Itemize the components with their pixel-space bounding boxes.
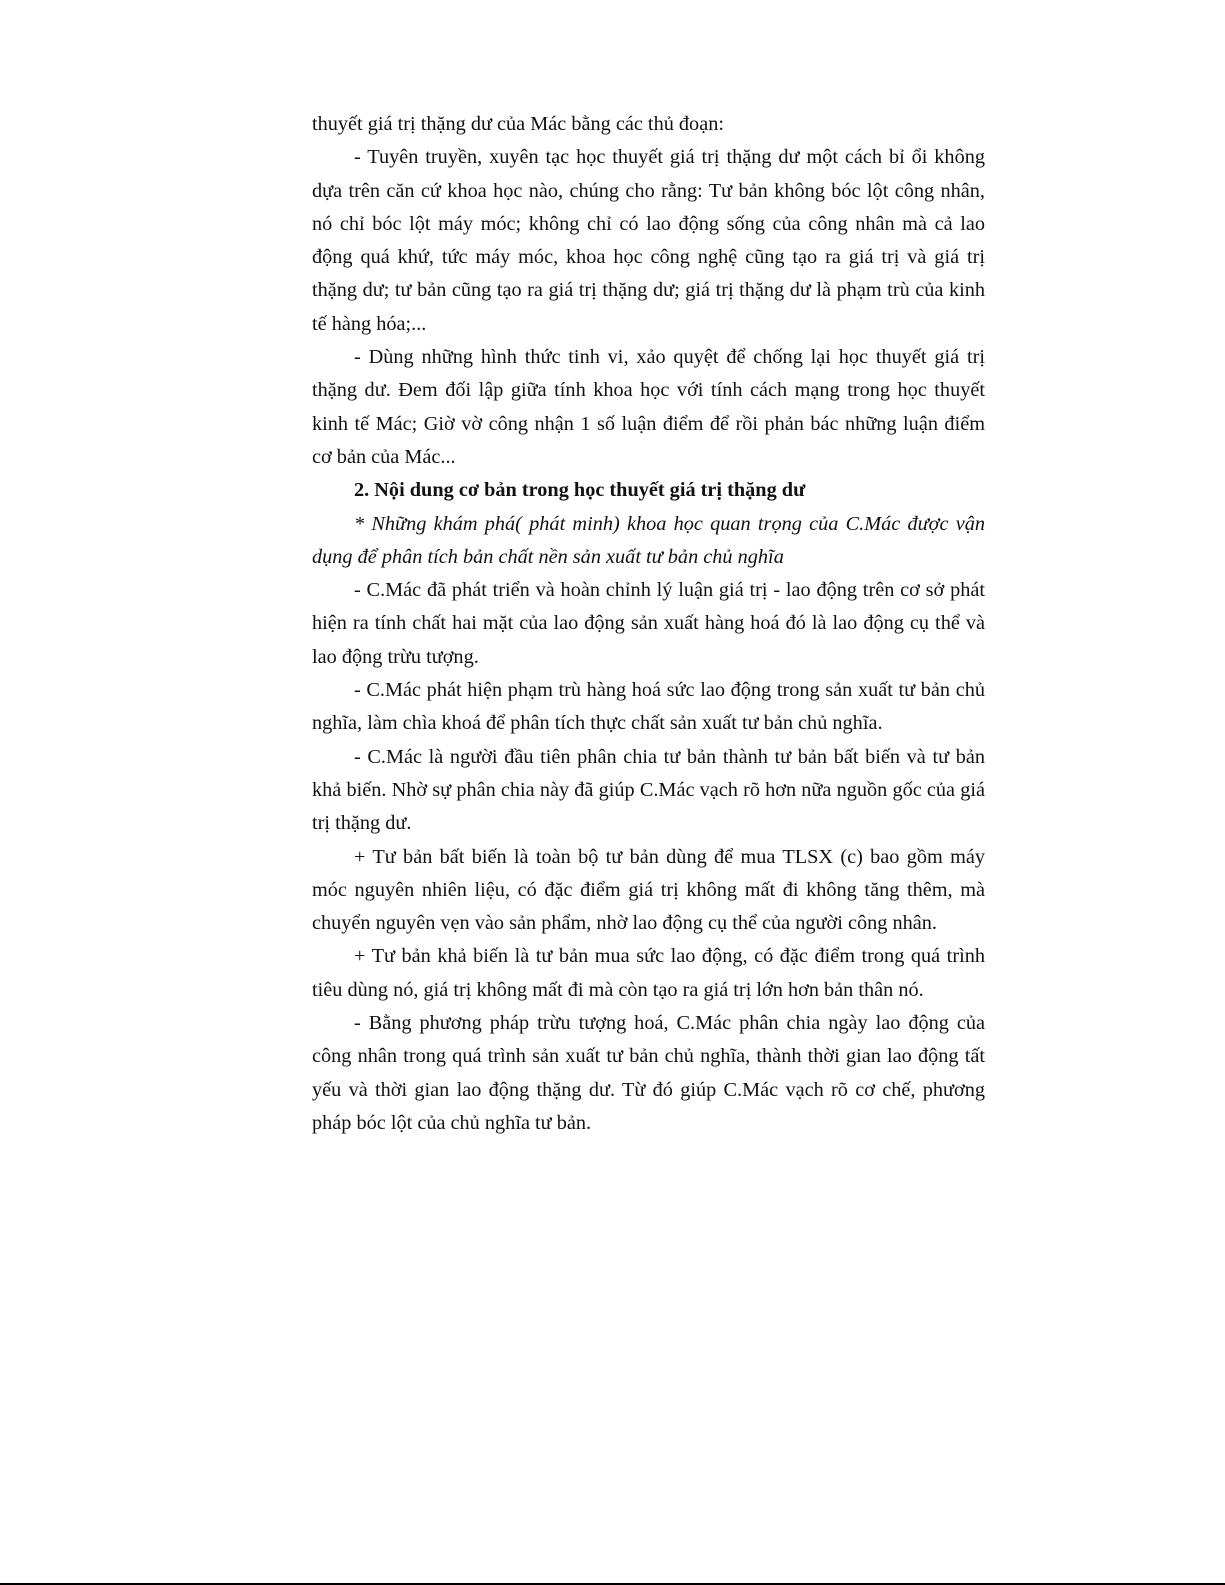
document-page [312, 108, 985, 1140]
paragraph-intro: thuyết giá trị thặng dư của Mác bằng các thủ đoạn: [312, 113, 724, 135]
subheading-discoveries: * Những khám phá( phát minh) khoa học quan trọng của C.Mác được vận dụng để phân tích bản chất nền sản xuất tư bản chủ nghĩa [312, 512, 985, 568]
paragraph-abstraction-method: - Bằng phương pháp trừu tượng hoá, C.Mác phân chia ngày lao động của công nhân trong quá trình sản xuất tư bản chủ nghĩa, thành thời gian lao động tất yếu và thời gian lao động thặng dư. Từ đó giúp C.Mác vạch rõ cơ chế, phương pháp bóc lột của chủ nghĩa tư bản. [312, 1012, 985, 1134]
paragraph-value-labor-theory: - C.Mác đã phát triển và hoàn chỉnh lý luận giá trị - lao động trên cơ sở phát hiện ra tính chất hai mặt của lao động sản xuất hàng hoá đó là lao động cụ thể và lao động trừu tượng. [312, 579, 985, 668]
paragraph-propaganda: - Tuyên truyền, xuyên tạc học thuyết giá trị thặng dư một cách bỉ ổi không dựa trên căn cứ khoa học nào, chúng cho rằng: Tư bản không bóc lột công nhân, nó chỉ bóc lột máy móc; không chỉ có lao động sống của công nhân mà cả lao động quá khứ, tức máy móc, khoa học công nghệ cũng tạo ra giá trị và giá trị thặng dư; tư bản cũng tạo ra giá trị thặng dư; giá trị thặng dư là phạm trù của kinh tế hàng hóa;... [312, 146, 985, 335]
paragraph-variable-capital: + Tư bản khả biến là tư bản mua sức lao động, có đặc điểm trong quá trình tiêu dùng nó, giá trị không mất đi mà còn tạo ra giá trị lớn hơn bản thân nó. [312, 945, 985, 1001]
section-heading: 2. Nội dung cơ bản trong học thuyết giá trị thặng dư [354, 479, 806, 502]
paragraph-labor-power-commodity: - C.Mác phát hiện phạm trù hàng hoá sức lao động trong sản xuất tư bản chủ nghĩa, làm chìa khoá để phân tích thực chất sản xuất tư bản chủ nghĩa. [312, 679, 985, 735]
paragraph-sophisticated-methods: - Dùng những hình thức tinh vi, xảo quyệt để chống lại học thuyết giá trị thặng dư. Đem đối lập giữa tính khoa học với tính cách mạng trong học thuyết kinh tế Mác; Giờ vờ công nhận 1 số luận điểm để rồi phản bác những luận điểm cơ bản của Mác... [312, 346, 985, 468]
paragraph-constant-capital: + Tư bản bất biến là toàn bộ tư bản dùng để mua TLSX (c) bao gồm máy móc nguyên nhiên liệu, có đặc điểm giá trị không mất đi không tăng thêm, mà chuyển nguyên vẹn vào sản phẩm, nhờ lao động cụ thể của người công nhân. [312, 845, 985, 935]
paragraph-capital-division: - C.Mác là người đầu tiên phân chia tư bản thành tư bản bất biến và tư bản khả biến. Nhờ sự phân chia này đã giúp C.Mác vạch rõ hơn nữa nguồn gốc của giá trị thặng dư. [312, 745, 985, 835]
